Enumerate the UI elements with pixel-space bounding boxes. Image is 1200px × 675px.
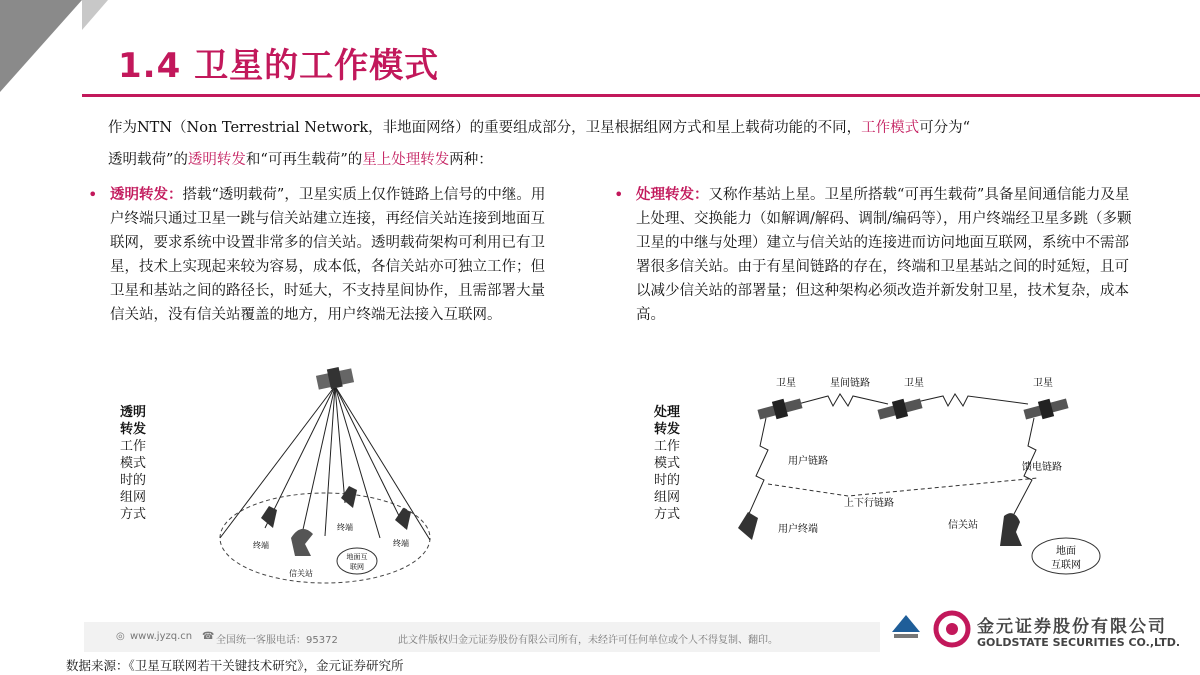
svg-text:地面互: 地面互: [346, 553, 368, 561]
svg-text:卫星: 卫星: [904, 378, 924, 389]
bullet-dot: •: [614, 185, 624, 204]
user-terminal-icon: [738, 512, 758, 540]
right-figure-label: 处理 转发 工作 模式 时的 组网 方式: [653, 405, 680, 522]
svg-text:用户链路: 用户链路: [788, 456, 828, 467]
svg-text:终端: 终端: [393, 539, 409, 548]
satellite-icon: [1023, 398, 1068, 419]
page-title: 1.4 卫星的工作模式: [118, 46, 440, 86]
processing-forwarding-bullet: [614, 183, 1132, 327]
footer-copyright: 此文件版权归金元证券股份有限公司所有，未经许可任何单位或个人不得复制、翻印。: [398, 635, 778, 646]
svg-text:终端: 终端: [337, 523, 353, 532]
bullet-heading: 处理转发：: [636, 186, 709, 203]
globe-icon: ◎: [116, 631, 125, 642]
svg-text:星间链路: 星间链路: [830, 378, 870, 389]
bullet-text: 搭载“透明载荷”，卫星实质上仅作链路上信号的中继。用户终端只通过卫星一跳与信关站建立连接，再经信关站连接到地面互联网，要求系统中设置非常多的信关站。透明载荷架构可利用已有卫星，技术上实现起来较为容易，成本低，各信关站亦可独立工作；但卫星和基站之间的路径长，时延大，不支持星间协作，且需部署大量信关站，没有信关站覆盖的地方，用户终端无法接入互联网。: [110, 187, 546, 323]
transparent-forwarding-diagram: [205, 358, 445, 594]
bullet-heading: 透明转发：: [110, 186, 183, 203]
data-source: 数据来源：《卫星互联网若干关键技术研究》，金元证券研究所: [66, 658, 404, 673]
title-divider: [82, 94, 1200, 97]
left-figure-label: 透明 转发 工作 模式 时的 组网 方式: [119, 405, 146, 522]
svg-text:终端: 终端: [253, 541, 269, 550]
goldstate-logo-icon: [933, 610, 971, 648]
svg-text:卫星: 卫星: [1033, 378, 1053, 389]
transparent-forwarding-bullet: [88, 183, 558, 327]
dish-icon: [291, 529, 313, 556]
svg-text:信关站: 信关站: [289, 569, 313, 578]
footer-hotline: 全国统一客服电话：95372: [216, 635, 338, 646]
terminal-icon: [395, 508, 411, 530]
svg-text:互联网: 互联网: [1051, 560, 1081, 571]
svg-text:上下行链路: 上下行链路: [844, 498, 894, 509]
footer-website[interactable]: www.jyzq.cn: [130, 631, 193, 642]
satellite-icon: [877, 398, 922, 419]
bullet-dot: •: [88, 185, 98, 204]
affiliate-logo-icon: [890, 612, 922, 646]
svg-text:馈电链路: 馈电链路: [1022, 462, 1062, 473]
satellite-icon: [316, 367, 354, 390]
intro-paragraph: 作为NTN（Non Terrestrial Network，非地面网络）的重要组成部分，卫星根据组网方式和星上载荷功能的不同，工作模式可分为“ 透明载荷”的透明转发和“可再生载荷”的星上处理转发两种：: [108, 120, 971, 168]
bullet-text: 又称作基站上星。卫星所搭载“可再生载荷”具备星间通信能力及星上处理、交换能力（如解调/解码、调制/编码等），用户终端经卫星多跳（多颗卫星的中继与处理）建立与信关站的连接进而访问地面互联网，系统中不需部署很多信关站。由于有星间链路的存在，终端和卫星基站之间的时延短，且可以减少信关站的部署量；但这种架构必须改造并新发射卫星，技术复杂，成本高。: [636, 187, 1132, 323]
company-name-cn: 金元证券股份有限公司: [977, 617, 1167, 637]
terminal-icon: [261, 506, 277, 528]
svg-text:卫星: 卫星: [776, 378, 796, 389]
svg-text:联网: 联网: [350, 563, 364, 571]
company-name-en: GOLDSTATE SECURITIES CO.,LTD.: [977, 636, 1181, 649]
svg-text:信关站: 信关站: [948, 520, 978, 531]
phone-icon: ☎: [202, 631, 215, 642]
svg-text:地面: 地面: [1056, 546, 1076, 557]
svg-text:用户终端: 用户终端: [778, 524, 818, 535]
processing-forwarding-diagram: [738, 366, 1118, 580]
gateway-dish-icon: [1000, 513, 1022, 546]
satellite-icon: [757, 398, 802, 419]
